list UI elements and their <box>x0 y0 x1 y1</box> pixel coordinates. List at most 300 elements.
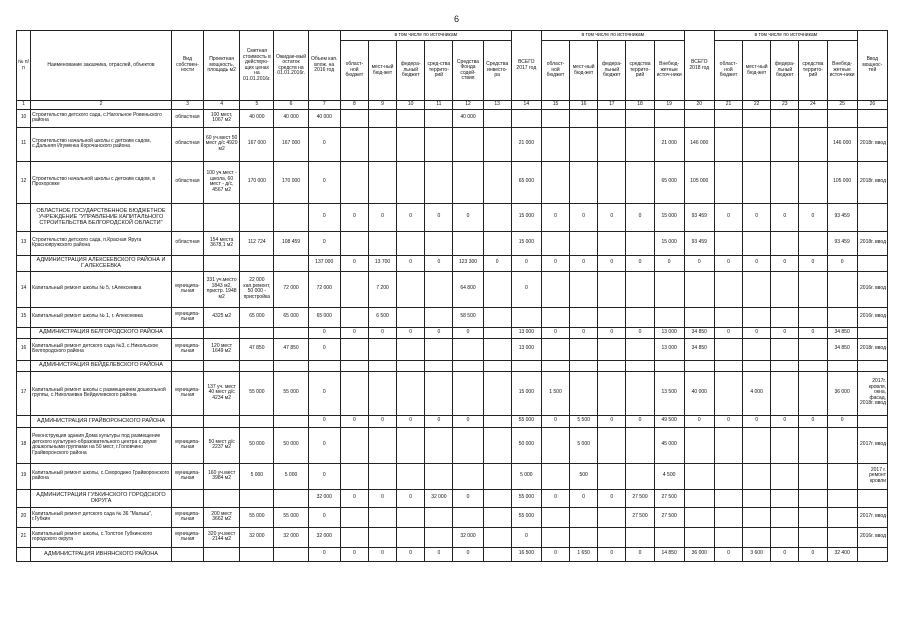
cell <box>598 507 626 527</box>
cell: 0 <box>308 127 340 161</box>
col-capacity: Проектная мощность, площадь м2 <box>204 31 240 101</box>
cell: 58 500 <box>453 307 483 327</box>
column-number: 21 <box>714 101 742 110</box>
cell <box>743 338 771 360</box>
cell: 0 <box>714 415 742 427</box>
cell: 21 000 <box>654 127 684 161</box>
cell <box>570 338 598 360</box>
cell <box>598 338 626 360</box>
cell <box>570 371 598 415</box>
cell: 55 000 <box>240 507 274 527</box>
cell <box>204 547 240 561</box>
cell: 93 459 <box>827 231 857 255</box>
cell: 0 <box>827 415 857 427</box>
cell: 15 000 <box>654 231 684 255</box>
cell <box>570 507 598 527</box>
cell: 2018г. ввод <box>857 161 887 203</box>
cell <box>570 161 598 203</box>
cell <box>684 307 714 327</box>
cell: 0 <box>771 203 799 231</box>
cell: 0 <box>340 203 368 231</box>
cell <box>453 338 483 360</box>
cell <box>368 109 396 127</box>
cell <box>483 231 511 255</box>
cell: 93 459 <box>684 203 714 231</box>
cell: 13 700 <box>368 255 396 271</box>
cell: 64 800 <box>453 271 483 307</box>
cell: муниципа-льная <box>171 307 203 327</box>
col-owner: Вид собствен-ности <box>171 31 203 101</box>
cell <box>799 109 827 127</box>
cell: 13 000 <box>511 327 541 338</box>
cell <box>483 203 511 231</box>
cell: 32 000 <box>274 527 308 547</box>
cell <box>714 371 742 415</box>
cell: 50 000 <box>240 427 274 463</box>
table-row <box>17 127 888 161</box>
row-number: 14 <box>17 271 31 307</box>
cell: 93 459 <box>684 231 714 255</box>
cell <box>425 371 453 415</box>
row-name: АДМИНИСТРАЦИЯ ИВНЯНСКОГО РАЙОНА <box>31 547 172 561</box>
cell: 0 <box>541 489 569 507</box>
cell <box>425 271 453 307</box>
cell <box>425 231 453 255</box>
cell <box>453 507 483 527</box>
cell <box>240 547 274 561</box>
table-row <box>17 271 888 307</box>
cell <box>368 463 396 489</box>
cell <box>626 231 654 255</box>
cell: 0 <box>397 489 425 507</box>
cell <box>598 307 626 327</box>
cell: 0 <box>570 489 598 507</box>
cell: 2018г. ввод <box>857 338 887 360</box>
cell <box>204 415 240 427</box>
cell: 7 200 <box>368 271 396 307</box>
cell <box>483 338 511 360</box>
section-row <box>17 547 888 561</box>
cell <box>626 527 654 547</box>
cell: 0 <box>425 547 453 561</box>
cell <box>453 161 483 203</box>
cell: 0 <box>714 327 742 338</box>
cell: 1 650 <box>570 547 598 561</box>
cell: 65 000 <box>240 307 274 327</box>
cell: 55 000 <box>511 415 541 427</box>
cell <box>827 271 857 307</box>
cell <box>171 203 203 231</box>
cell <box>483 507 511 527</box>
cell: 55 000 <box>511 507 541 527</box>
column-number: 25 <box>827 101 857 110</box>
cell: 0 <box>626 547 654 561</box>
cell <box>654 360 684 371</box>
cell: 0 <box>714 203 742 231</box>
cell: 0 <box>771 255 799 271</box>
cell: 170 000 <box>274 161 308 203</box>
cell: 5 000 <box>570 427 598 463</box>
cell: 137 000 <box>308 255 340 271</box>
cell <box>570 271 598 307</box>
row-number: 18 <box>17 427 31 463</box>
column-number-row <box>17 101 888 110</box>
cell: 167 000 <box>274 127 308 161</box>
row-number <box>17 255 31 271</box>
column-number: 10 <box>397 101 425 110</box>
cell <box>397 338 425 360</box>
cell <box>340 231 368 255</box>
cell <box>799 489 827 507</box>
cell <box>240 415 274 427</box>
cell: 0 <box>397 255 425 271</box>
row-name: Капитальный ремонт детского сада № 36 "Малыш", г.Губкин <box>31 507 172 527</box>
cell: 4 000 <box>743 371 771 415</box>
cell: 14 850 <box>654 547 684 561</box>
cell <box>799 371 827 415</box>
cell <box>771 507 799 527</box>
cell: 15 000 <box>511 371 541 415</box>
cell <box>743 360 771 371</box>
cell <box>799 161 827 203</box>
cell <box>714 360 742 371</box>
row-number <box>17 489 31 507</box>
cell: 0 <box>799 255 827 271</box>
cell: 154 места 3678,1 м2 <box>204 231 240 255</box>
cell <box>340 271 368 307</box>
cell: 0 <box>799 415 827 427</box>
cell: 137 уч. мест 40 мест д/с 4234 м2 <box>204 371 240 415</box>
cell <box>857 489 887 507</box>
row-name: Капитальный ремонт школы, с.Толстое Губкинского городского округа <box>31 527 172 547</box>
column-number: 18 <box>626 101 654 110</box>
row-name: Капитальный ремонт детского сада №3, с.Никольское Белгородского района <box>31 338 172 360</box>
cell <box>827 307 857 327</box>
row-name: АДМИНИСТРАЦИЯ ВЕЙДЕЛЕВСКОГО РАЙОНА <box>31 360 172 371</box>
cell <box>274 547 308 561</box>
cell: 15 000 <box>511 203 541 231</box>
cell <box>541 127 569 161</box>
cell: 0 <box>453 489 483 507</box>
cell <box>397 507 425 527</box>
column-number: 13 <box>483 101 511 110</box>
col-src-group3: в том числе по источникам <box>714 31 857 41</box>
cell <box>541 307 569 327</box>
cell <box>799 427 827 463</box>
sub-col: средства террито-рий <box>799 41 827 101</box>
row-name: Строительство начальной школы с детским садом, с.Дальняя Игуменка Корочанского района <box>31 127 172 161</box>
cell <box>368 371 396 415</box>
cell <box>453 371 483 415</box>
row-number: 21 <box>17 527 31 547</box>
sub-col: Средства Фонда содей-ствия <box>453 41 483 101</box>
cell <box>714 161 742 203</box>
column-number: 12 <box>453 101 483 110</box>
cell <box>799 231 827 255</box>
cell: 13 000 <box>654 327 684 338</box>
cell <box>397 161 425 203</box>
cell: 34 850 <box>827 338 857 360</box>
investment-table <box>16 30 888 562</box>
cell: 2017г. кровля, окна, фасад, 2018г. ввод <box>857 371 887 415</box>
row-name: Капитальный ремонт школы с размещением дошкольной группы, с.Николаевка Вейделевского района <box>31 371 172 415</box>
cell: 120 мест 1649 м2 <box>204 338 240 360</box>
cell <box>204 489 240 507</box>
cell <box>684 427 714 463</box>
cell <box>598 427 626 463</box>
cell: 0 <box>397 415 425 427</box>
cell: 0 <box>541 547 569 561</box>
cell: 2018г. ввод <box>857 127 887 161</box>
cell: 65 000 <box>654 161 684 203</box>
cell <box>340 360 368 371</box>
cell <box>714 338 742 360</box>
cell: 65 000 <box>511 161 541 203</box>
cell <box>397 307 425 327</box>
cell <box>397 427 425 463</box>
cell: 0 <box>598 489 626 507</box>
cell: 27 500 <box>654 507 684 527</box>
cell: 40 000 <box>308 109 340 127</box>
cell: 2016г. ввод <box>857 271 887 307</box>
cell <box>857 547 887 561</box>
cell <box>171 489 203 507</box>
cell <box>771 338 799 360</box>
cell: 34 850 <box>684 327 714 338</box>
cell: 5 000 <box>511 463 541 489</box>
cell: 40 000 <box>274 109 308 127</box>
cell <box>743 527 771 547</box>
cell <box>598 109 626 127</box>
cell: 27 500 <box>654 489 684 507</box>
cell <box>771 371 799 415</box>
cell <box>684 109 714 127</box>
cell <box>714 489 742 507</box>
cell: 0 <box>626 255 654 271</box>
cell: 112 724 <box>240 231 274 255</box>
cell: 123 300 <box>453 255 483 271</box>
cell: 0 <box>684 415 714 427</box>
cell <box>483 527 511 547</box>
row-number <box>17 360 31 371</box>
cell: 108 459 <box>274 231 308 255</box>
cell: 5 500 <box>570 415 598 427</box>
cell <box>743 489 771 507</box>
cell: 60 уч.мест 50 мест д/с 4920 м2 <box>204 127 240 161</box>
cell: 0 <box>308 427 340 463</box>
cell: 3 600 <box>743 547 771 561</box>
cell: 0 <box>598 327 626 338</box>
cell: 55 000 <box>274 507 308 527</box>
row-name: Строительство детского сада, п.Красная Яруга Краснояружского района <box>31 231 172 255</box>
cell: 0 <box>511 255 541 271</box>
row-number: 20 <box>17 507 31 527</box>
cell <box>799 271 827 307</box>
cell: 0 <box>425 203 453 231</box>
col-commission: Ввод мощнос-тей <box>857 31 887 101</box>
column-number: 8 <box>340 101 368 110</box>
row-number <box>17 415 31 427</box>
column-number: 5 <box>240 101 274 110</box>
cell: 21 000 <box>511 127 541 161</box>
cell: 40 000 <box>684 371 714 415</box>
cell: 0 <box>743 415 771 427</box>
cell: 2017г. ввод <box>857 427 887 463</box>
cell <box>483 271 511 307</box>
cell <box>570 527 598 547</box>
cell <box>368 507 396 527</box>
cell <box>397 463 425 489</box>
cell <box>626 427 654 463</box>
cell <box>340 371 368 415</box>
cell <box>240 255 274 271</box>
column-number: 11 <box>425 101 453 110</box>
cell <box>483 360 511 371</box>
cell <box>541 271 569 307</box>
cell <box>240 489 274 507</box>
cell <box>743 271 771 307</box>
row-number: 19 <box>17 463 31 489</box>
cell: 32 000 <box>453 527 483 547</box>
cell: муниципа-льная <box>171 527 203 547</box>
table-row <box>17 463 888 489</box>
cell: 0 <box>308 338 340 360</box>
cell: 0 <box>626 415 654 427</box>
cell: 500 <box>570 463 598 489</box>
cell: областная <box>171 127 203 161</box>
sub-col: област-ной бюджет <box>340 41 368 101</box>
cell: 55 000 <box>511 489 541 507</box>
cell <box>425 527 453 547</box>
page-number: 6 <box>454 14 460 24</box>
column-number: 20 <box>684 101 714 110</box>
cell <box>274 327 308 338</box>
cell <box>274 360 308 371</box>
cell: 22 000 кап.ремонт, 50 000 - пристройка <box>240 271 274 307</box>
cell: 1 500 <box>541 371 569 415</box>
cell: 0 <box>598 547 626 561</box>
cell <box>340 127 368 161</box>
cell <box>483 127 511 161</box>
cell: 0 <box>570 327 598 338</box>
column-number: 22 <box>743 101 771 110</box>
cell: 0 <box>827 255 857 271</box>
cell: 0 <box>541 415 569 427</box>
cell: 0 <box>308 371 340 415</box>
cell <box>743 109 771 127</box>
cell <box>626 360 654 371</box>
cell: муниципа-льная <box>171 371 203 415</box>
cell <box>799 360 827 371</box>
cell <box>570 109 598 127</box>
cell <box>654 307 684 327</box>
cell <box>626 371 654 415</box>
cell <box>626 109 654 127</box>
cell <box>598 360 626 371</box>
cell: 0 <box>743 327 771 338</box>
cell: 0 <box>340 327 368 338</box>
cell <box>425 463 453 489</box>
table-row <box>17 507 888 527</box>
cell: 0 <box>425 255 453 271</box>
cell: 13 500 <box>654 371 684 415</box>
col-src-group2: в том числе по источникам <box>541 31 684 41</box>
row-number: 17 <box>17 371 31 415</box>
cell <box>654 271 684 307</box>
cell: областная <box>171 161 203 203</box>
cell <box>171 415 203 427</box>
cell <box>771 489 799 507</box>
row-name: АДМИНИСТРАЦИЯ ГУБКИНСКОГО ГОРОДСКОГО ОКРУГА <box>31 489 172 507</box>
cell: 13 000 <box>511 338 541 360</box>
cell <box>626 161 654 203</box>
cell <box>368 427 396 463</box>
cell: 0 <box>771 415 799 427</box>
col-vol2016: Объем кап. влож. на 2016 год <box>308 31 340 101</box>
cell: 0 <box>308 231 340 255</box>
cell <box>714 463 742 489</box>
cell <box>368 338 396 360</box>
row-name: Реконструкция здания Дома культуры под размещение детского культурно-образовательного центра с двумя дошкольными группами на 50 мест, г.Головчино Грайворонского района <box>31 427 172 463</box>
cell <box>541 161 569 203</box>
cell: 40 000 <box>240 109 274 127</box>
cell: 0 <box>397 327 425 338</box>
cell <box>171 547 203 561</box>
cell <box>453 463 483 489</box>
cell: 0 <box>598 255 626 271</box>
col-remaining: Ожидае-мый остаток средств на 01.01.2016г. <box>274 31 308 101</box>
cell <box>654 109 684 127</box>
cell: 55 000 <box>240 371 274 415</box>
col-no: № п/п <box>17 31 31 101</box>
cell: 0 <box>368 489 396 507</box>
cell <box>541 360 569 371</box>
cell <box>743 307 771 327</box>
cell: 36 000 <box>827 371 857 415</box>
cell <box>799 307 827 327</box>
cell: 0 <box>511 527 541 547</box>
cell: 47 850 <box>240 338 274 360</box>
cell: 0 <box>308 415 340 427</box>
cell <box>274 203 308 231</box>
cell: 0 <box>743 203 771 231</box>
sub-col: област-ной бюджет <box>714 41 742 101</box>
cell <box>541 338 569 360</box>
sub-col: мест-ный бюд-жет <box>570 41 598 101</box>
cell: 0 <box>714 255 742 271</box>
cell <box>204 203 240 231</box>
cell: 0 <box>308 507 340 527</box>
cell <box>340 307 368 327</box>
cell <box>541 109 569 127</box>
cell: 32 000 <box>308 489 340 507</box>
column-number: 4 <box>204 101 240 110</box>
cell <box>204 360 240 371</box>
cell: 93 459 <box>827 203 857 231</box>
cell: 100 уч.мест - школа, 60 мест - д/с, 4567 м2 <box>204 161 240 203</box>
cell: 32 400 <box>827 547 857 561</box>
cell <box>684 489 714 507</box>
cell: 0 <box>743 255 771 271</box>
table-row <box>17 527 888 547</box>
cell <box>483 415 511 427</box>
section-row <box>17 327 888 338</box>
cell <box>340 427 368 463</box>
cell <box>541 231 569 255</box>
cell <box>368 360 396 371</box>
column-number: 7 <box>308 101 340 110</box>
cell <box>453 427 483 463</box>
